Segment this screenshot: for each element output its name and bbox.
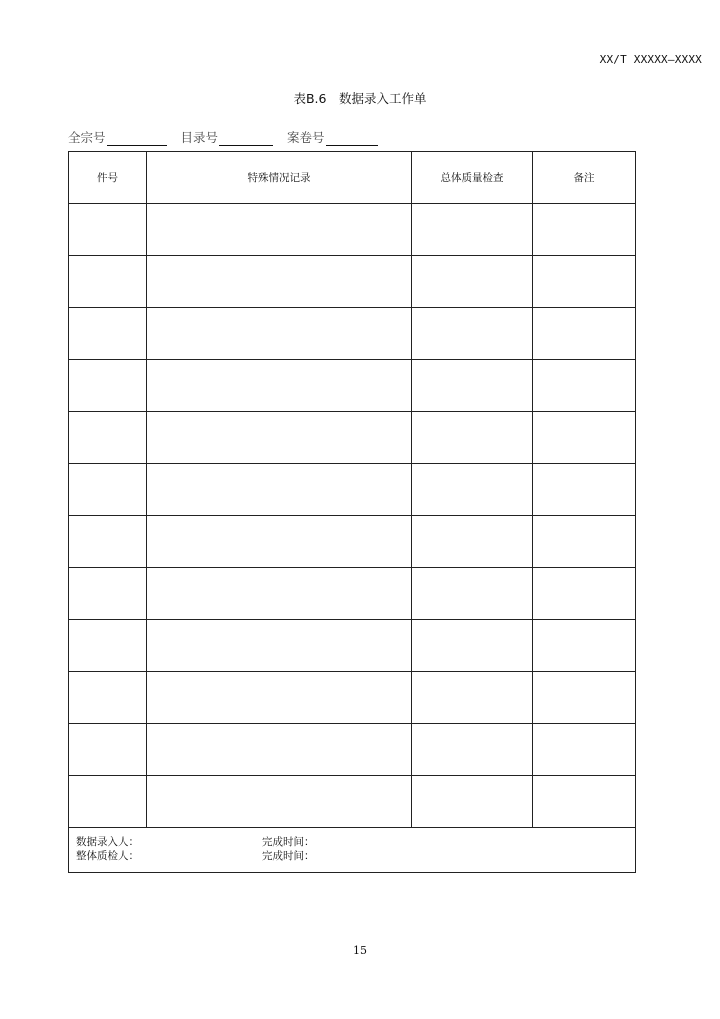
check-time-label: 完成时间： — [262, 850, 315, 862]
cell-quality-check[interactable] — [412, 516, 533, 568]
cell-item-number[interactable] — [69, 256, 147, 308]
cell-special-notes[interactable] — [147, 620, 412, 672]
cell-item-number[interactable] — [69, 776, 147, 828]
cell-item-number[interactable] — [69, 620, 147, 672]
cell-item-number[interactable] — [69, 464, 147, 516]
table-row — [69, 412, 636, 464]
cell-item-number[interactable] — [69, 516, 147, 568]
cell-special-notes[interactable] — [147, 724, 412, 776]
cell-item-number[interactable] — [69, 360, 147, 412]
cell-item-number[interactable] — [69, 412, 147, 464]
fonds-number-field[interactable] — [68, 128, 167, 146]
cell-remarks[interactable] — [533, 516, 636, 568]
meta-row — [68, 128, 392, 146]
table-row — [69, 724, 636, 776]
file-number-label: 案卷号 — [287, 130, 325, 145]
cell-remarks[interactable] — [533, 620, 636, 672]
cell-special-notes[interactable] — [147, 568, 412, 620]
table-row — [69, 464, 636, 516]
cell-remarks[interactable] — [533, 308, 636, 360]
table-header-row — [69, 152, 636, 204]
entry-time-label: 完成时间： — [262, 836, 315, 848]
catalog-number-blank[interactable] — [219, 132, 273, 146]
cell-remarks[interactable] — [533, 360, 636, 412]
catalog-number-label: 目录号 — [180, 130, 219, 145]
cell-remarks[interactable] — [533, 568, 636, 620]
cell-remarks[interactable] — [533, 724, 636, 776]
fonds-number-label: 全宗号 — [68, 130, 106, 145]
file-number-blank[interactable] — [326, 132, 378, 146]
cell-quality-check[interactable] — [412, 724, 533, 776]
table-row — [69, 568, 636, 620]
entry-signature-line — [76, 835, 635, 849]
cell-quality-check[interactable] — [412, 412, 533, 464]
cell-special-notes[interactable] — [147, 256, 412, 308]
column-header-quality-check: 总体质量检查 — [412, 152, 533, 204]
cell-quality-check[interactable] — [412, 620, 533, 672]
entry-person-label: 数据录入人： — [76, 836, 139, 848]
table-row — [69, 360, 636, 412]
cell-remarks[interactable] — [533, 464, 636, 516]
cell-remarks[interactable] — [533, 776, 636, 828]
cell-special-notes[interactable] — [147, 672, 412, 724]
table-row — [69, 672, 636, 724]
cell-quality-check[interactable] — [412, 308, 533, 360]
cell-special-notes[interactable] — [147, 204, 412, 256]
table-row — [69, 776, 636, 828]
cell-quality-check[interactable] — [412, 568, 533, 620]
table-row — [69, 256, 636, 308]
cell-special-notes[interactable] — [147, 464, 412, 516]
cell-special-notes[interactable] — [147, 308, 412, 360]
signature-cell — [69, 828, 636, 873]
cell-remarks[interactable] — [533, 672, 636, 724]
cell-remarks[interactable] — [533, 256, 636, 308]
cell-item-number[interactable] — [69, 672, 147, 724]
column-header-remarks: 备注 — [533, 152, 636, 204]
table-row — [69, 516, 636, 568]
cell-quality-check[interactable] — [412, 256, 533, 308]
page-number: 15 — [353, 944, 367, 957]
check-person-label: 整体质检人： — [76, 850, 139, 862]
cell-remarks[interactable] — [533, 204, 636, 256]
fonds-number-blank[interactable] — [107, 132, 167, 146]
cell-special-notes[interactable] — [147, 516, 412, 568]
cell-item-number[interactable] — [69, 308, 147, 360]
cell-quality-check[interactable] — [412, 672, 533, 724]
column-header-item-number: 件号 — [69, 152, 147, 204]
cell-quality-check[interactable] — [412, 464, 533, 516]
cell-item-number[interactable] — [69, 204, 147, 256]
footer-row — [69, 828, 636, 873]
cell-special-notes[interactable] — [147, 412, 412, 464]
table-title: 表B.6 数据录入工作单 — [293, 91, 427, 106]
cell-item-number[interactable] — [69, 724, 147, 776]
table-row — [69, 204, 636, 256]
cell-quality-check[interactable] — [412, 204, 533, 256]
column-header-special-notes: 特殊情况记录 — [147, 152, 412, 204]
cell-special-notes[interactable] — [147, 776, 412, 828]
cell-quality-check[interactable] — [412, 360, 533, 412]
catalog-number-field[interactable] — [181, 128, 274, 146]
table-row — [69, 308, 636, 360]
data-entry-table — [68, 151, 636, 873]
standard-code: XX/T XXXXX—XXXX — [599, 53, 702, 66]
cell-item-number[interactable] — [69, 568, 147, 620]
check-signature-line — [76, 849, 635, 863]
cell-special-notes[interactable] — [147, 360, 412, 412]
cell-quality-check[interactable] — [412, 776, 533, 828]
file-number-field[interactable] — [287, 128, 378, 146]
cell-remarks[interactable] — [533, 412, 636, 464]
table-row — [69, 620, 636, 672]
